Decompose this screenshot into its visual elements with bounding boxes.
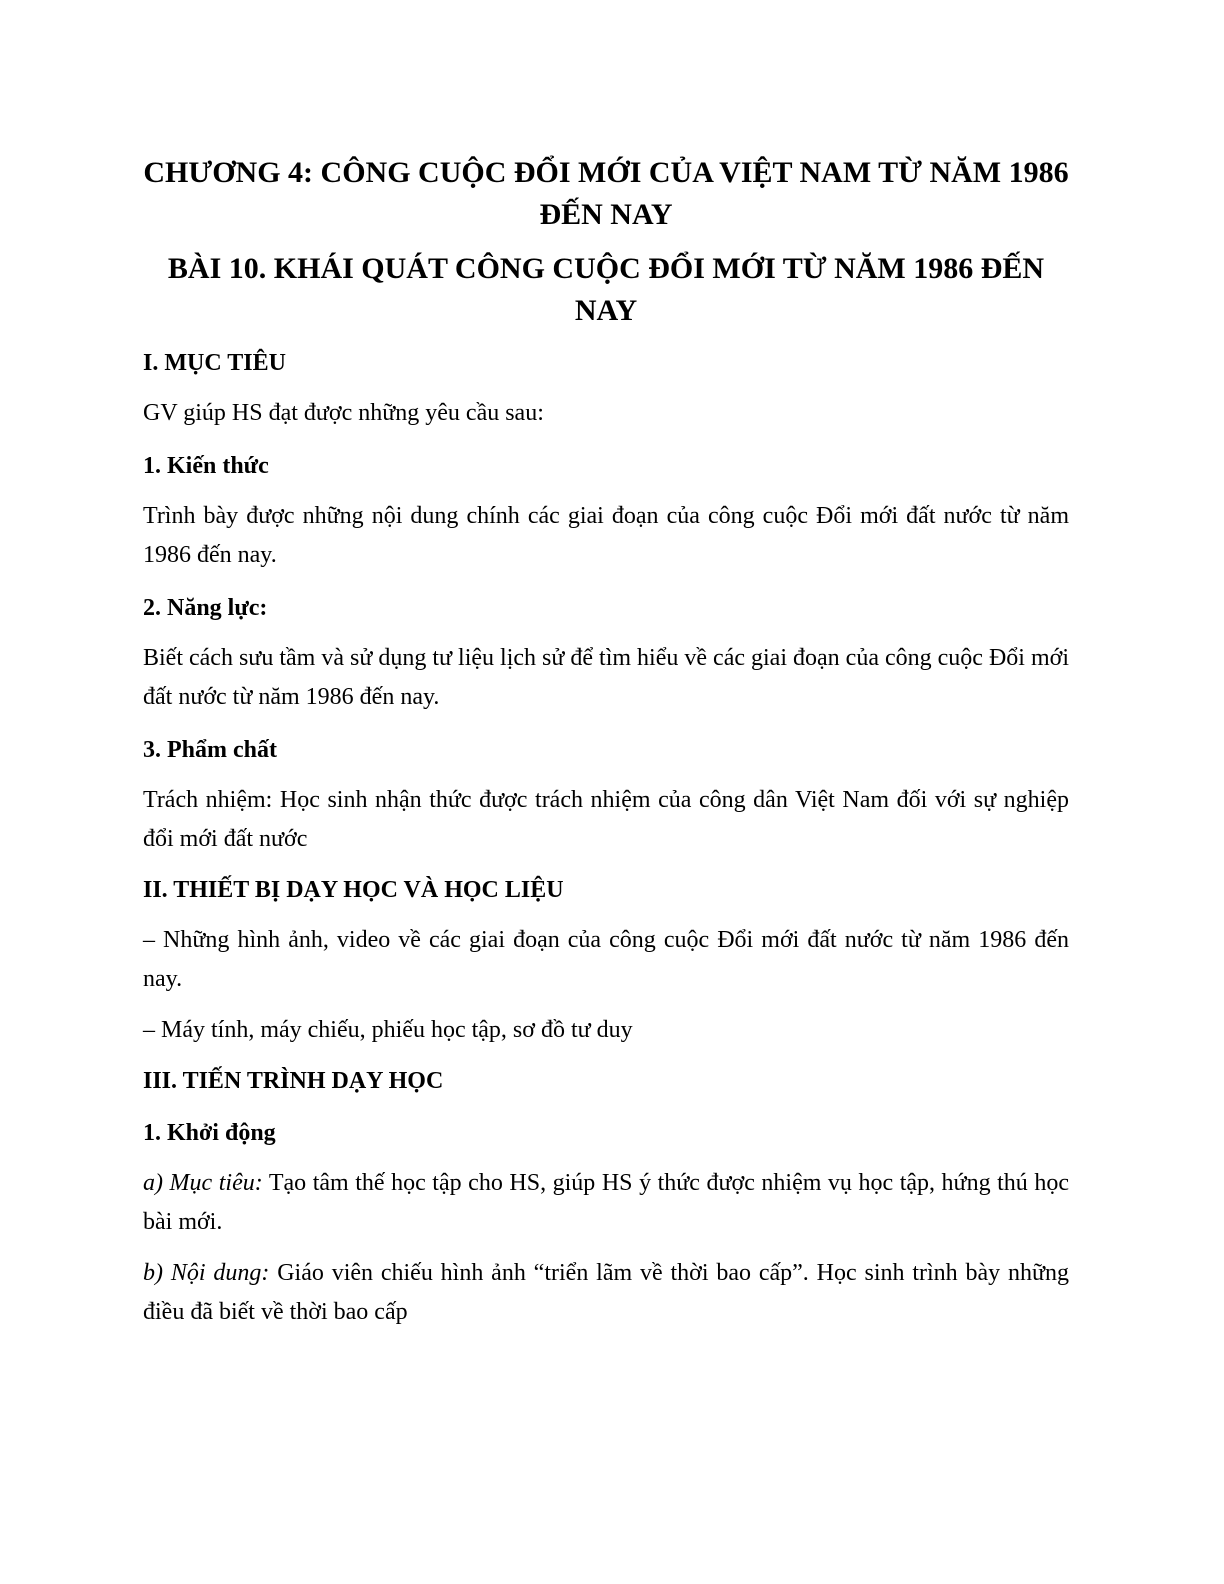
quality-text: Trách nhiệm: Học sinh nhận thức được trách nhiệm của công dân Việt Nam đối với sự nghiệp đổi mới đất nước [143,787,1069,852]
quality-heading: 3. Phẩm chất [143,737,277,763]
content-paragraph [143,1254,1069,1332]
knowledge-heading: 1. Kiến thức [143,453,269,479]
competence-text: Biết cách sưu tầm và sử dụng tư liệu lịch sử để tìm hiểu về các giai đoạn của công cuộc Đổi mới đất nước từ năm 1986 đến nay. [143,645,1069,710]
objective-text: Tạo tâm thế học tập cho HS, giúp HS ý thức được nhiệm vụ học tập, hứng thú học bài mới. [143,1170,1069,1235]
startup-heading: 1. Khởi động [143,1120,276,1146]
section-equipment-heading: II. THIẾT BỊ DẠY HỌC VÀ HỌC LIỆU [143,877,564,903]
section-process-heading: III. TIẾN TRÌNH DẠY HỌC [143,1068,444,1094]
document-page [143,152,1069,1332]
objectives-intro: GV giúp HS đạt được những yêu cầu sau: [143,400,544,426]
objective-label: a) Mục tiêu: [143,1170,263,1196]
competence-heading: 2. Năng lực: [143,595,268,621]
section-objectives-heading: I. MỤC TIÊU [143,350,286,376]
chapter-title: CHƯƠNG 4: CÔNG CUỘC ĐỔI MỚI CỦA VIỆT NAM TỪ NĂM 1986 ĐẾN NAY [143,156,1069,231]
equipment-item-2: – Máy tính, máy chiếu, phiếu học tập, sơ đồ tư duy [143,1017,633,1043]
equipment-item-1: – Những hình ảnh, video về các giai đoạn của công cuộc Đổi mới đất nước từ năm 1986 đến nay. [143,927,1069,992]
content-label: b) Nội dung: [143,1260,270,1286]
knowledge-text: Trình bày được những nội dung chính các giai đoạn của công cuộc Đổi mới đất nước từ năm 1986 đến nay. [143,503,1069,568]
lesson-title: BÀI 10. KHÁI QUÁT CÔNG CUỘC ĐỔI MỚI TỪ NĂM 1986 ĐẾN NAY [167,252,1045,327]
content-text: Giáo viên chiếu hình ảnh “triển lãm về thời bao cấp”. Học sinh trình bày những điều đã biết về thời bao cấp [143,1260,1070,1325]
objective-paragraph [143,1164,1069,1242]
